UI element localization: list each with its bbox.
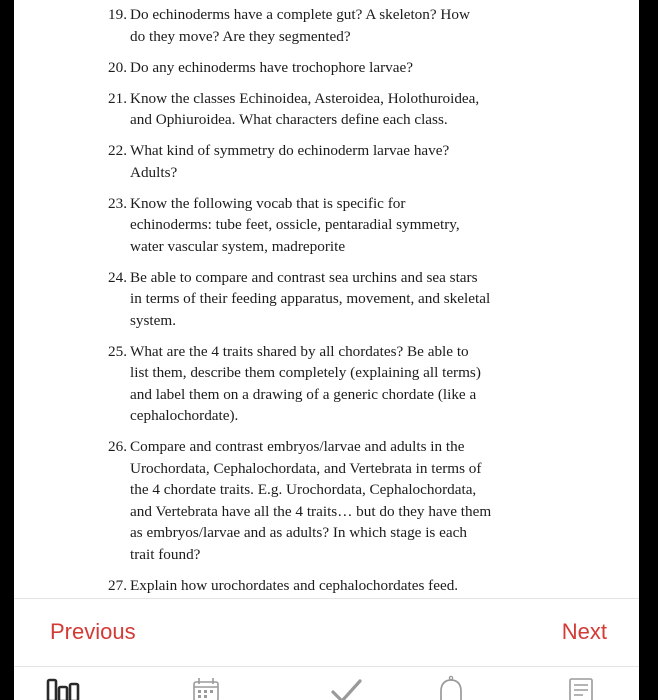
question-text-line: Know the classes Echinoidea, Asteroidea, Holothuroidea, bbox=[130, 89, 480, 107]
tab-bar bbox=[14, 666, 639, 700]
question-item bbox=[108, 341, 592, 427]
question-text-line: in terms of their feeding apparatus, movement, and skeletal bbox=[130, 290, 491, 307]
question-number: 19. bbox=[108, 6, 127, 23]
question-text-line: What are the 4 traits shared by all chordates? Be able to bbox=[130, 342, 469, 360]
question-list bbox=[108, 4, 592, 606]
question-number: 22. bbox=[108, 142, 127, 159]
question-text-line: Explain how urochordates and cephalochordates feed. bbox=[130, 576, 459, 594]
question-number: 24. bbox=[108, 268, 127, 286]
question-text-line: water vascular system, madreporite bbox=[130, 237, 346, 255]
question-text-line: do they move? Are they segmented? bbox=[130, 27, 351, 45]
question-number: 20. bbox=[108, 58, 127, 76]
question-item bbox=[108, 575, 592, 597]
app-screen bbox=[14, 0, 639, 700]
previous-button[interactable]: Previous bbox=[50, 619, 136, 644]
question-item bbox=[108, 193, 592, 258]
question-number: 21. bbox=[108, 89, 127, 107]
question-text-line: as embryos/larvae and as adults? In which stage is each bbox=[130, 524, 467, 541]
question-text-line: the 4 chordate traits. E.g. Urochordata, Cephalochordata, bbox=[130, 481, 477, 498]
document-icon bbox=[563, 673, 599, 700]
question-number: 26. bbox=[108, 438, 127, 455]
question-text-line: What kind of symmetry do echinoderm larvae have? bbox=[130, 142, 450, 159]
question-item bbox=[108, 4, 592, 47]
tab-check[interactable] bbox=[328, 673, 364, 700]
bar-chart-icon bbox=[45, 673, 81, 700]
question-text-line: list them, describe them completely (explaining all terms) bbox=[130, 364, 481, 381]
question-text-line: and label them on a drawing of a generic chordate (like a bbox=[130, 385, 477, 403]
question-text-line: Do any echinoderms have trochophore larvae? bbox=[130, 58, 413, 76]
tab-stats[interactable] bbox=[45, 673, 81, 700]
question-text-line: Compare and contrast embryos/larvae and adults in the bbox=[130, 438, 465, 455]
question-item bbox=[108, 140, 592, 183]
question-text-line: Know the following vocab that is specific for bbox=[130, 194, 406, 212]
tab-calendar[interactable] bbox=[188, 673, 224, 700]
checkmark-icon bbox=[328, 673, 364, 700]
question-item bbox=[108, 267, 592, 332]
tab-documents[interactable] bbox=[563, 673, 599, 700]
question-text-line: system. bbox=[130, 311, 176, 329]
next-button[interactable]: Next bbox=[561, 619, 607, 644]
bell-icon bbox=[433, 673, 469, 700]
question-text-line: and Ophiuroidea. What characters define each class. bbox=[130, 111, 448, 128]
question-text-line: Be able to compare and contrast sea urchins and sea stars bbox=[130, 268, 478, 286]
question-text-line: Do echinoderms have a complete gut? A skeleton? How bbox=[130, 6, 470, 23]
question-item bbox=[108, 57, 592, 79]
question-number: 25. bbox=[108, 342, 127, 360]
tab-notifications[interactable] bbox=[433, 673, 469, 700]
question-text-line: Urochordata, Cephalochordata, and Vertebrata in terms of bbox=[130, 459, 482, 477]
question-item bbox=[108, 88, 592, 131]
question-number: 23. bbox=[108, 194, 127, 212]
question-text-line: trait found? bbox=[130, 545, 201, 563]
question-text-line: cephalochordate). bbox=[130, 407, 239, 424]
calendar-icon bbox=[188, 673, 224, 700]
question-text-line: echinoderms: tube feet, ossicle, pentaradial symmetry, bbox=[130, 216, 460, 233]
question-item bbox=[108, 436, 592, 565]
question-number: 27. bbox=[108, 576, 127, 594]
navigation-bar bbox=[14, 598, 639, 667]
question-text-line: Adults? bbox=[130, 163, 178, 181]
question-text-line: and Vertebrata have all the 4 traits… but do they have them bbox=[130, 502, 492, 520]
